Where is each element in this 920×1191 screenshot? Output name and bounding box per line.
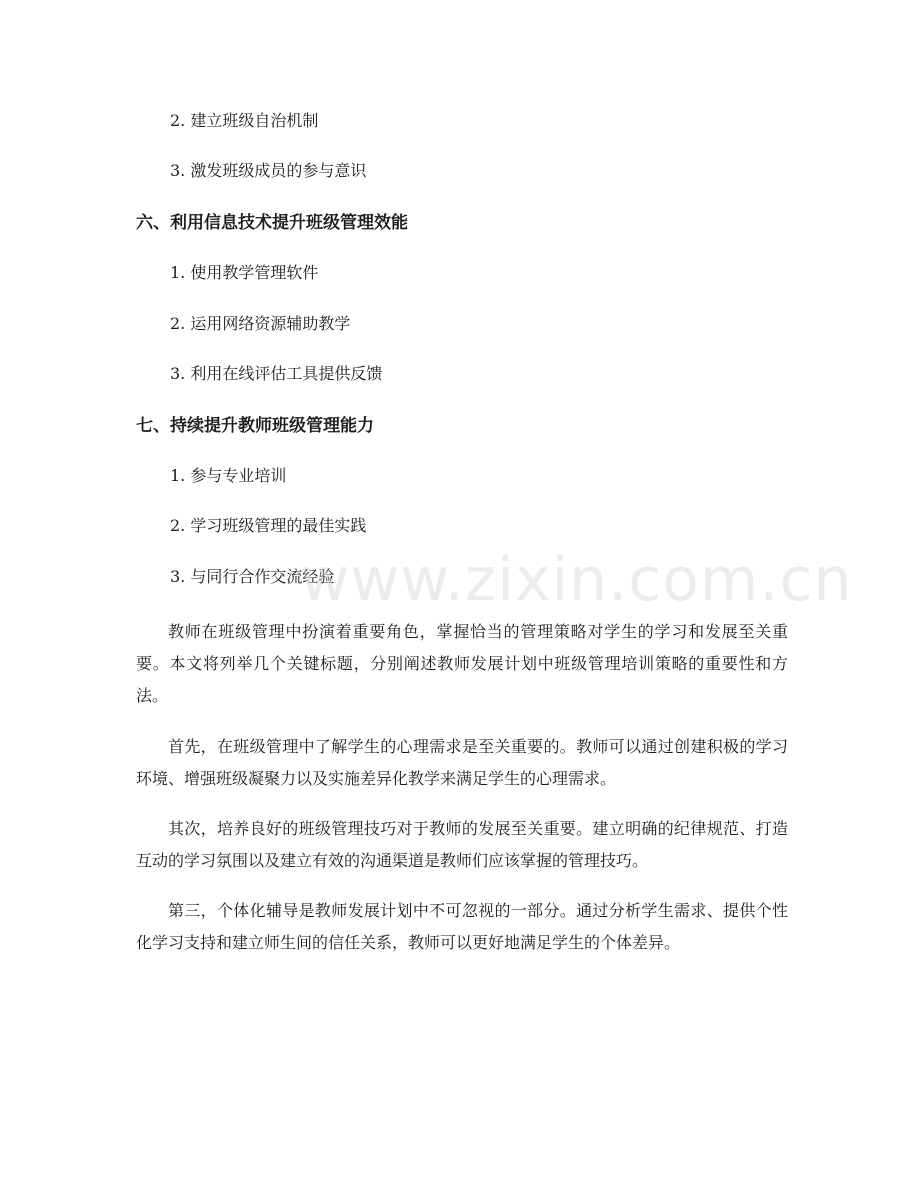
list-item: 1. 使用教学管理软件 — [170, 263, 319, 282]
body-paragraph: 第三，个体化辅导是教师发展计划中不可忽视的一部分。通过分析学生需求、提供个性化学习支持和建立师生间的信任关系，教师可以更好地满足学生的个体差异。 — [136, 901, 788, 952]
list-item: 3. 激发班级成员的参与意识 — [170, 161, 367, 180]
list-item: 1. 参与专业培训 — [170, 466, 287, 485]
body-paragraph: 首先，在班级管理中了解学生的心理需求是至关重要的。教师可以通过创建积极的学习环境、增强班级凝聚力以及实施差异化教学来满足学生的心理需求。 — [136, 737, 788, 788]
body-paragraph: 其次，培养良好的班级管理技巧对于教师的发展至关重要。建立明确的纪律规范、打造互动的学习氛围以及建立有效的沟通渠道是教师们应该掌握的管理技巧。 — [136, 819, 788, 870]
list-item: 2. 运用网络资源辅助教学 — [170, 314, 351, 333]
section-heading-7: 七、持续提升教师班级管理能力 — [136, 416, 374, 436]
list-item: 2. 学习班级管理的最佳实践 — [170, 516, 367, 535]
section-heading-6: 六、利用信息技术提升班级管理效能 — [136, 213, 408, 233]
list-item: 3. 利用在线评估工具提供反馈 — [170, 364, 383, 383]
list-item: 3. 与同行合作交流经验 — [170, 567, 335, 586]
body-paragraph: 教师在班级管理中扮演着重要角色，掌握恰当的管理策略对学生的学习和发展至关重要。本文将列举几个关键标题，分别阐述教师发展计划中班级管理培训策略的重要性和方法。 — [136, 622, 788, 705]
watermark: www.zixin.com.cn — [300, 545, 853, 615]
list-item: 2. 建立班级自治机制 — [170, 111, 319, 130]
